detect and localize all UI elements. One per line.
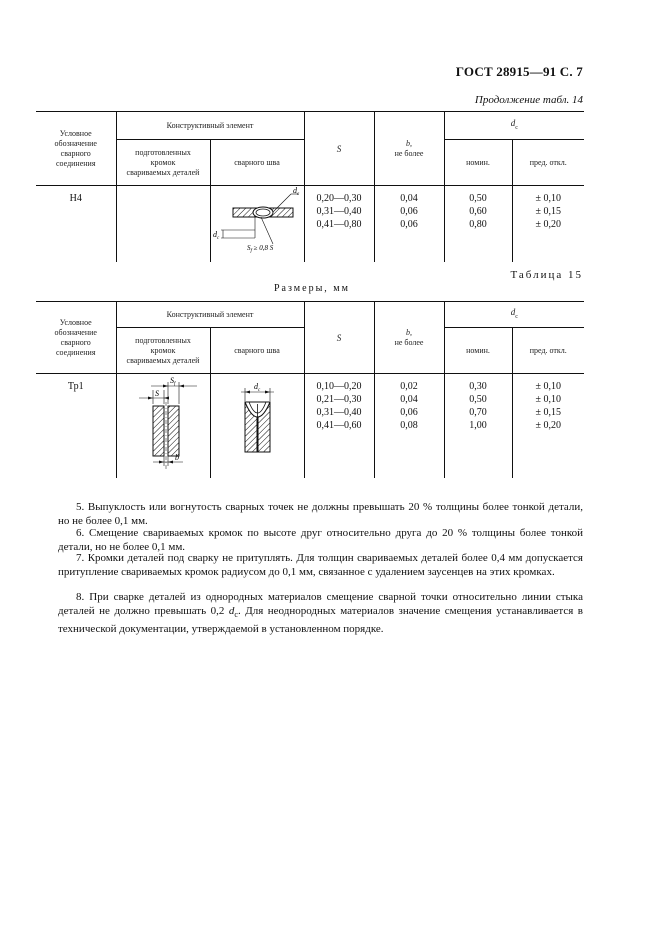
paragraph-5: 5. Выпуклость или вогнутость сварных точек не должны превышать 20 % толщины более тонкой детали, но не более 0,1 мм. <box>58 501 583 527</box>
col-prepared: подготовленных кромок свариваемых деталей <box>116 140 210 186</box>
col-s: S <box>304 112 374 186</box>
col-deviation: пред. откл. <box>512 328 584 374</box>
col-designation: Условное обозначение сварного соединения <box>36 112 116 186</box>
page-header: ГОСТ 28915—91 С. 7 <box>455 64 583 79</box>
cell-deviation: ± 0,10 ± 0,15 ± 0,20 <box>512 186 584 263</box>
col-dc: $d_c$ <box>444 302 584 328</box>
weld-sketch-h4 <box>211 186 305 258</box>
cell-s: 0,10—0,20 0,21—0,30 0,31—0,40 0,41—0,60 <box>304 374 374 479</box>
col-deviation: пред. откл. <box>512 140 584 186</box>
col-designation: Условное обозначение сварного соединения <box>36 302 116 374</box>
cell-deviation: ± 0,10 ± 0,10 ± 0,15 ± 0,20 <box>512 374 584 479</box>
cell-nominal: 0,30 0,50 0,70 1,00 <box>444 374 512 479</box>
col-weld: сварного шва <box>210 328 304 374</box>
sketch-b-label: b <box>174 453 179 462</box>
col-constructive: Конструктивный элемент <box>116 112 304 140</box>
col-constructive: Конструктивный элемент <box>116 302 304 328</box>
col-nominal: номин. <box>444 140 512 186</box>
sketch-dc-label: $d_c$ <box>292 186 299 197</box>
table-row <box>36 374 584 479</box>
cell-b: 0,04 0,06 0,06 <box>374 186 444 263</box>
col-nominal: номин. <box>444 328 512 374</box>
sketch-s-label: S <box>154 389 159 398</box>
row-designation: Н4 <box>36 186 116 263</box>
paragraph-8: 8. При сварке деталей из однородных материалов смещение сварной точки относительно линии стыка деталей не должно превышать 0,2 $d_c$. Для неоднородных материалов значение смещения устанавливается в технической документации, утверждаемой в установленном порядке. <box>58 591 583 636</box>
table-15-number: Таблица 15 <box>510 269 583 281</box>
table-continuation-label: Продолжение табл. 14 <box>474 94 583 106</box>
table-row <box>36 186 584 263</box>
paragraph-7: 7. Кромки деталей под сварку не притуплять. Для толщин свариваемых деталей более 0,4 мм допускается притупление свариваемых кромок радиусом до 0,1 мм, связанное с удалением заусенцев на этих кромках. <box>58 552 583 578</box>
sketch-sf-label: $S_f \ge 0,8$ S <box>246 244 273 254</box>
col-prepared: подготовленных кромок свариваемых деталей <box>116 328 210 374</box>
cell-s: 0,20—0,30 0,31—0,40 0,41—0,80 <box>304 186 374 263</box>
cell-weld-sketch <box>210 186 304 263</box>
sketch-dc-label: $d_c$ <box>253 382 260 393</box>
cell-nominal: 0,50 0,60 0,80 <box>444 186 512 263</box>
table-14 <box>36 111 584 262</box>
col-weld: сварного шва <box>210 140 304 186</box>
col-b: b, не более <box>374 112 444 186</box>
weld-sketch-tr1 <box>211 374 305 474</box>
col-s: S <box>304 302 374 374</box>
paragraph-6: 6. Смещение свариваемых кромок по высоте друг относительно друга до 20 % толщины более тонкой детали, но не более 0,1 мм. <box>58 527 583 553</box>
table-15-dims: Размеры, мм <box>274 283 350 294</box>
table-15 <box>36 301 584 478</box>
cell-prepared-sketch <box>116 374 210 479</box>
cell-prepared-empty <box>116 186 210 263</box>
cell-weld-sketch <box>210 374 304 479</box>
col-dc: $d_c$ <box>444 112 584 140</box>
sketch-dc-left-label: $d_c$ <box>212 230 219 241</box>
row-designation: Тр1 <box>36 374 116 479</box>
sketch-sf-label: $S_f$ <box>169 376 175 387</box>
edge-sketch-tr1 <box>117 374 211 474</box>
cell-b: 0,02 0,04 0,06 0,08 <box>374 374 444 479</box>
col-b: b, не более <box>374 302 444 374</box>
